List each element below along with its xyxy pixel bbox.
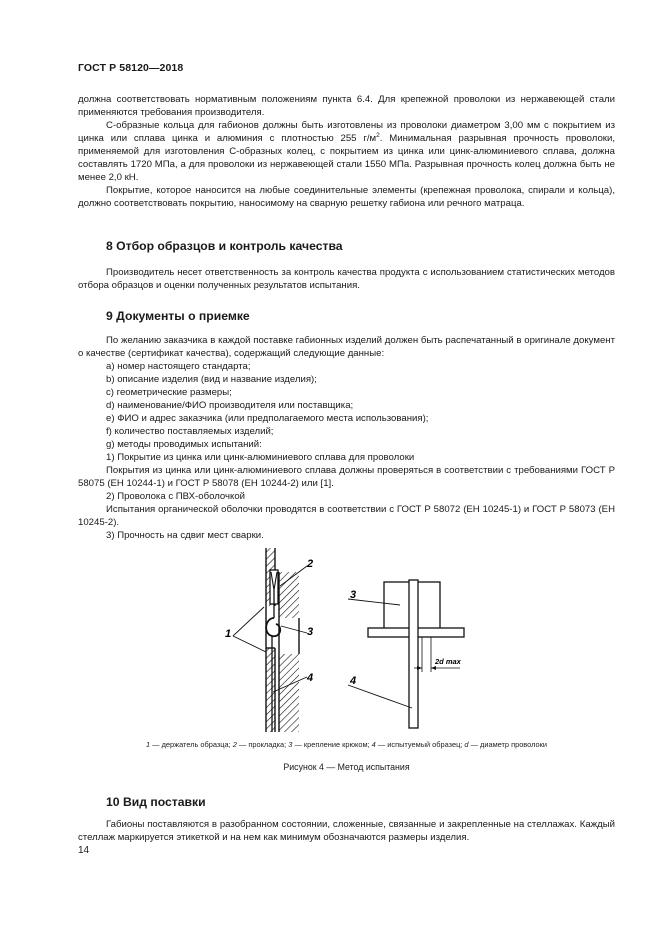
figure-legend: 1 — держатель образца; 2 — прокладка; 3 — крепление крюком; 4 — испытуемый образец; d — диаметр проволоки <box>146 740 547 749</box>
list-item: d) наименование/ФИО производителя или поставщика; <box>106 400 354 411</box>
section-9-heading: 9 Документы о приемке <box>106 309 250 323</box>
intro-paragraph-2: C-образные кольца для габионов должны быть изготовлены из проволоки диаметром 3,00 мм с покрытием из цинка или сплава цинка и алюминия с плотностью 255 $г/м^2$. Минимальная разрывная прочность проволоки, применяемой для изготовления C-образных колец, с покрытием из цинка или цинк-алюминиевого сплава, должна составлять 1720 МПа, а для проволоки из нержавеющей стали 1550 МПа. Разрывная прочность колец должна быть не менее 2,0 кН. <box>78 120 616 183</box>
list-item: b) описание изделия (вид и название изделия); <box>106 374 317 385</box>
intro-paragraph-3: Покрытие, которое наносится на любые соединительные элементы (крепежная проволока, спирали и кольца), должно соответствовать покрытию, наносимому на сварную решетку габиона или речного матраца. <box>78 185 615 209</box>
figure-caption: Рисунок 4 — Метод испытания <box>283 762 410 772</box>
page-number: 14 <box>78 845 90 856</box>
figure-test-method <box>78 542 615 732</box>
section-10-heading: 10 Вид поставки <box>106 795 206 809</box>
list-item: f) количество поставляемых изделий; <box>106 426 274 437</box>
list-item: c) геометрические размеры; <box>106 387 232 398</box>
dimension-2d-max: 2d max <box>435 657 461 666</box>
section-8-paragraph: Производитель несет ответственность за контроль качества продукта с использованием статистических методов отбора образцов и оценки полученных результатов испытания. <box>78 267 615 291</box>
test-method-diagram <box>78 542 615 732</box>
label-4: 4 <box>307 672 314 684</box>
list-item: e) ФИО и адрес заказчика (или предполагаемого места использования); <box>106 413 429 424</box>
left-view <box>225 548 313 732</box>
intro-paragraph-1: должна соответствовать нормативным положениям пункта 6.4. Для крепежной проволоки из нержавеющей стали применяются требования производителя. <box>78 94 615 118</box>
section-8-heading: 8 Отбор образцов и контроль качества <box>106 239 343 253</box>
list-item: a) номер настоящего стандарта; <box>106 361 251 372</box>
section-9-paragraph-2: Покрытия из цинка или цинк-алюминиевого сплава должны проверяться в соответствии с требованиями ГОСТ Р 58075 (ЕН 10244-1) и ГОСТ Р 58078 (ЕН 10244-2) или [1]. <box>78 465 615 489</box>
list-item: 3) Прочность на сдвиг мест сварки. <box>106 530 264 541</box>
page-header-standard: ГОСТ Р 58120—2018 <box>78 62 184 74</box>
list-item: 1) Покрытие из цинка или цинк-алюминиевого сплава для проволоки <box>106 452 415 463</box>
section-10-paragraph: Габионы поставляются в разобранном состоянии, сложенные, связанные и закрепленные на стеллажах. Каждый стеллаж маркируется этикеткой и на нем как минимум обозначаются размеры изделия. <box>78 819 615 843</box>
section-9-paragraph-3: Испытания органической оболочки проводятся в соответствии с ГОСТ Р 58072 (ЕН 10245-1) и ГОСТ Р 58073 (ЕН 10245-2). <box>78 504 615 528</box>
label-4-right: 4 <box>350 675 357 687</box>
label-1: 1 <box>225 628 232 640</box>
right-view <box>348 580 464 728</box>
list-item: g) методы проводимых испытаний: <box>106 439 262 450</box>
label-3-right: 3 <box>350 589 357 601</box>
section-9-paragraph-1: По желанию заказчика в каждой поставке габионных изделий должен быть распечатанный в оригинале документ о качестве (сертификат качества), содержащий следующие данные: <box>78 335 615 359</box>
label-3: 3 <box>307 626 314 638</box>
label-2: 2 <box>307 558 314 570</box>
list-item: 2) Проволока с ПВХ-оболочкой <box>106 491 246 502</box>
page-content <box>78 93 615 844</box>
